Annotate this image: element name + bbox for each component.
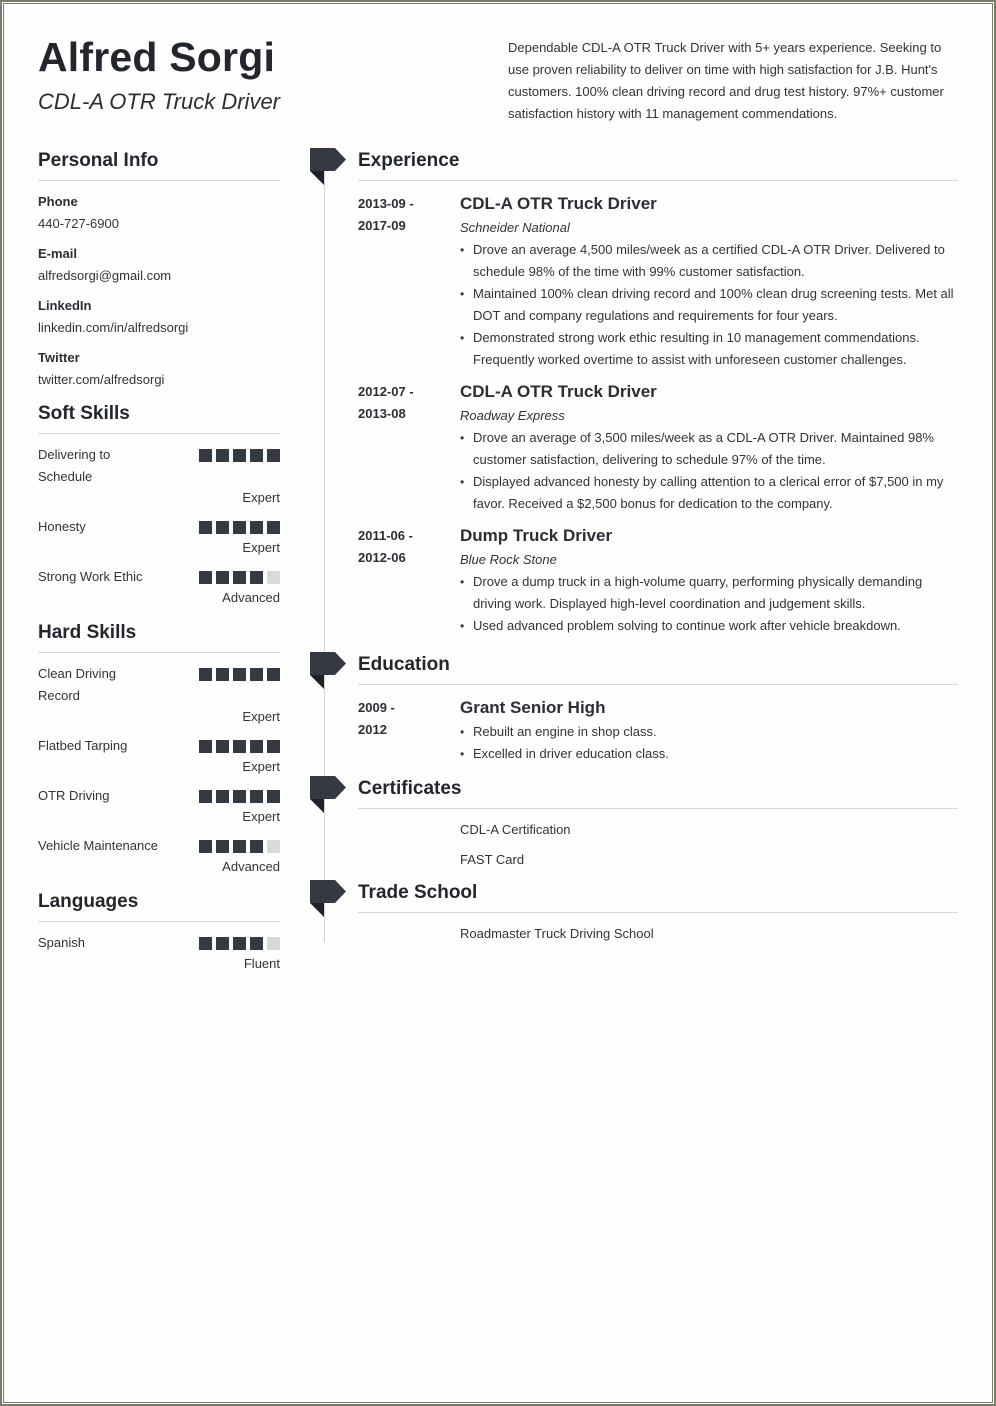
skill-item [38, 835, 280, 877]
education-section [358, 652, 958, 765]
skill-name: Strong Work Ethic [38, 569, 143, 584]
linkedin-value[interactable]: linkedin.com/in/alfredsorgi [38, 320, 189, 335]
skill-level: Advanced [222, 590, 280, 605]
job-title: Dump Truck Driver [460, 526, 613, 545]
rating-square-filled [250, 571, 263, 584]
language-item [38, 932, 280, 974]
rating-square-filled [233, 790, 246, 803]
rating-square-filled [233, 740, 246, 753]
rating-square-filled [250, 668, 263, 681]
rating-square-filled [267, 740, 280, 753]
skill-item [38, 785, 280, 827]
bullet-item: • Used advanced problem solving to continue work after vehicle breakdown. [460, 615, 958, 637]
education-heading: Education [358, 652, 958, 685]
skill-name: OTR Driving [38, 788, 110, 803]
twitter-value[interactable]: twitter.com/alfredsorgi [38, 372, 165, 387]
skill-level: Expert [242, 709, 280, 724]
bullet-item: • Excelled in driver education class. [460, 743, 958, 765]
school-name: Grant Senior High [460, 698, 606, 717]
rating-square-filled [250, 937, 263, 950]
rating-square-filled [199, 790, 212, 803]
rating-square-filled [199, 740, 212, 753]
skill-name: Vehicle Maintenance [38, 838, 158, 853]
entry-body [460, 523, 958, 637]
experience-heading: Experience [358, 148, 958, 181]
employer: Blue Rock Stone [460, 552, 557, 567]
rating-square-filled [250, 521, 263, 534]
date-start: 2012-07 - [358, 384, 414, 399]
skill-name: Flatbed Tarping [38, 738, 128, 753]
entry-body [460, 191, 958, 371]
rating-square-filled [199, 571, 212, 584]
certificates-heading: Certificates [358, 776, 958, 809]
email-label: E-mail [38, 246, 78, 261]
skill-name: Delivering to Schedule [38, 447, 111, 484]
phone-block [38, 191, 280, 235]
linkedin-label: LinkedIn [38, 298, 92, 313]
bullet-item: • Drove a dump truck in a high-volume quarry, performing physically demanding driving work. Displayed high-level coordination and judgement skills. [460, 571, 958, 615]
certificate-item: CDL-A Certification [460, 822, 571, 837]
candidate-name: Alfred Sorgi [38, 34, 276, 80]
rating-square-filled [250, 449, 263, 462]
skill-rating [199, 449, 280, 462]
hard-skills-list [38, 663, 280, 877]
bullet-item: • Drove an average of 3,500 miles/week as a CDL-A OTR Driver. Maintained 98% customer satisfaction, delivering to schedule 97% of the time. [460, 427, 958, 471]
languages-heading: Languages [38, 889, 280, 922]
rating-square-empty [267, 840, 280, 853]
summary: Dependable CDL-A OTR Truck Driver with 5+ years experience. Seeking to use proven reliability to deliver on time with high satisfaction for J.B. Hunt's customers. 100% clean driving record and drug test history. 97%+ customer satisfaction history with 11 management commendations. [508, 40, 944, 121]
rating-square-filled [233, 449, 246, 462]
bullet-item: • Maintained 100% clean driving record and 100% clean drug screening tests. Met all DOT and company regulations and requirements for four years. [460, 283, 958, 327]
rating-square-filled [233, 668, 246, 681]
skill-item [38, 516, 280, 558]
rating-square-filled [267, 521, 280, 534]
entry-date [358, 697, 448, 741]
personal-info-heading: Personal Info [38, 148, 280, 181]
rating-square-filled [216, 937, 229, 950]
rating-square-empty [267, 571, 280, 584]
rating-square-filled [199, 937, 212, 950]
skill-rating [199, 740, 280, 753]
rating-square-filled [267, 668, 280, 681]
skill-rating [199, 840, 280, 853]
flag-icon [310, 148, 346, 186]
entry-date [358, 193, 448, 237]
date-end: 2013-08 [358, 406, 406, 421]
job-title: CDL-A OTR Truck Driver [460, 382, 657, 401]
flag-icon [310, 776, 346, 814]
trade-school-item: Roadmaster Truck Driving School [460, 926, 654, 941]
rating-square-filled [216, 521, 229, 534]
flag-icon [310, 652, 346, 690]
rating-square-filled [216, 840, 229, 853]
experience-entry [358, 523, 958, 637]
skill-rating [199, 668, 280, 681]
candidate-title: CDL-A OTR Truck Driver [38, 89, 280, 114]
languages-list [38, 932, 280, 974]
skill-item [38, 444, 280, 508]
experience-entry [358, 379, 958, 515]
trade-school-section [358, 880, 958, 945]
twitter-block [38, 347, 280, 391]
rating-square-filled [199, 449, 212, 462]
skill-level: Expert [242, 809, 280, 824]
skill-level: Advanced [222, 859, 280, 874]
entry-body [460, 379, 958, 515]
rating-square-filled [267, 449, 280, 462]
language-name: Spanish [38, 935, 85, 950]
email-value[interactable]: alfredsorgi@gmail.com [38, 268, 172, 283]
experience-section [358, 148, 958, 637]
skill-name: Honesty [38, 519, 86, 534]
date-start: 2013-09 - [358, 196, 414, 211]
date-start: 2009 - [358, 700, 395, 715]
soft-skills-list [38, 444, 280, 608]
email-block [38, 243, 280, 287]
employer: Roadway Express [460, 408, 565, 423]
language-level: Fluent [243, 956, 280, 971]
date-end: 2012 [358, 722, 387, 737]
job-title: CDL-A OTR Truck Driver [460, 194, 657, 213]
trade-school-heading: Trade School [358, 880, 958, 913]
skill-name: Clean Driving Record [38, 666, 117, 703]
skill-level: Expert [242, 540, 280, 555]
rating-square-filled [216, 740, 229, 753]
bullet-item: • Demonstrated strong work ethic resulting in 10 management commendations. Frequently worked overtime to assist with unforeseen customer challenges. [460, 327, 958, 371]
skill-item [38, 566, 280, 608]
rating-square-filled [233, 571, 246, 584]
rating-square-filled [216, 571, 229, 584]
entry-date [358, 525, 448, 569]
soft-skills-heading: Soft Skills [38, 401, 280, 434]
timeline-line [324, 170, 325, 942]
education-entry [358, 695, 958, 765]
date-end: 2012-06 [358, 550, 406, 565]
bullet-item: • Displayed advanced honesty by calling attention to a clerical error of $7,500 in my favor. Received a $2,500 bonus for dedication to the company. [460, 471, 958, 515]
phone-value: 440-727-6900 [38, 216, 119, 231]
employer: Schneider National [460, 220, 570, 235]
date-start: 2011-06 - [358, 528, 413, 543]
rating-square-filled [250, 790, 263, 803]
rating-square-filled [233, 937, 246, 950]
language-rating [199, 937, 280, 950]
rating-square-filled [216, 668, 229, 681]
skill-rating [199, 521, 280, 534]
bullet-list [460, 721, 958, 765]
left-column [38, 148, 280, 982]
rating-square-filled [250, 740, 263, 753]
skill-rating [199, 790, 280, 803]
skill-level: Expert [242, 490, 280, 505]
certificate-item: FAST Card [460, 852, 525, 867]
hard-skills-heading: Hard Skills [38, 620, 280, 653]
rating-square-filled [216, 449, 229, 462]
twitter-label: Twitter [38, 350, 80, 365]
date-end: 2017-09 [358, 218, 406, 233]
rating-square-filled [233, 521, 246, 534]
experience-entry [358, 191, 958, 371]
phone-label: Phone [38, 194, 78, 209]
rating-square-filled [199, 521, 212, 534]
skill-rating [199, 571, 280, 584]
entry-body [460, 695, 958, 765]
flag-icon [310, 880, 346, 918]
rating-square-filled [267, 790, 280, 803]
bullet-item: • Rebuilt an engine in shop class. [460, 721, 958, 743]
skill-item [38, 663, 280, 727]
linkedin-block [38, 295, 280, 339]
bullet-list [460, 239, 958, 371]
skill-level: Expert [242, 759, 280, 774]
bullet-list [460, 427, 958, 515]
certificates-section [358, 776, 958, 871]
rating-square-filled [199, 668, 212, 681]
rating-square-filled [216, 790, 229, 803]
bullet-list [460, 571, 958, 637]
bullet-item: • Drove an average 4,500 miles/week as a certified CDL-A OTR Driver. Delivered to schedule 98% of the time with 99% customer satisfaction. [460, 239, 958, 283]
rating-square-filled [199, 840, 212, 853]
skill-item [38, 735, 280, 777]
entry-date [358, 381, 448, 425]
rating-square-filled [233, 840, 246, 853]
rating-square-empty [267, 937, 280, 950]
rating-square-filled [250, 840, 263, 853]
